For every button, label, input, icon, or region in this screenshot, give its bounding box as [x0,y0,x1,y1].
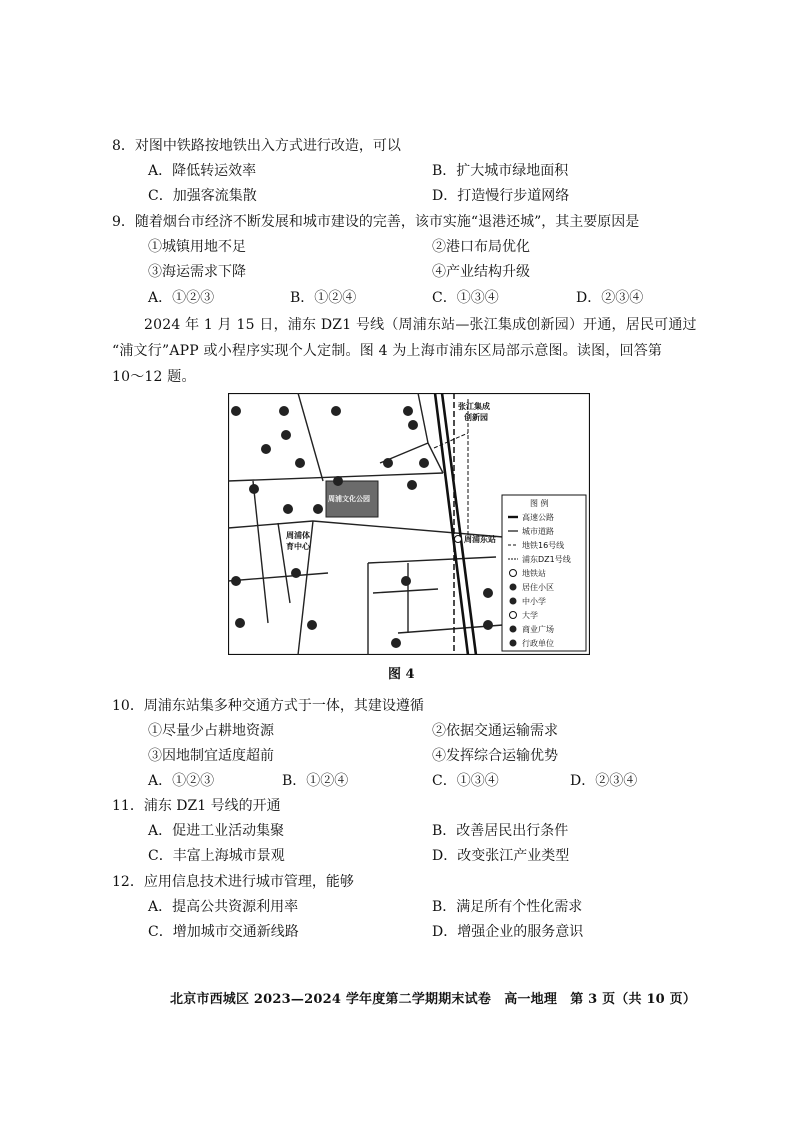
legend-metro-station: 地铁站 [522,569,546,578]
q8-option-c[interactable]: C．加强客流集散 [148,188,257,204]
legend-residential: 居住小区 [522,583,554,592]
q12-option-b[interactable]: B．满足所有个性化需求 [432,899,583,915]
q10-option-a[interactable]: A．①②③ [148,773,215,789]
figure-caption: 图 4 [388,667,415,682]
q12-option-d[interactable]: D．增强企业的服务意识 [432,924,584,940]
q10-option-c[interactable]: C．①③④ [432,773,499,789]
label-zhangjiang-1: 张江集成 [458,402,490,411]
q10-option-d[interactable]: D．②③④ [570,773,638,789]
q9-option-b[interactable]: B．①②④ [290,290,357,306]
legend-metro-16: 地铁16号线 [522,541,565,550]
q11-option-b[interactable]: B．改善居民出行条件 [432,823,569,839]
legend-school: 中小学 [522,597,546,606]
label-sports-1: 周浦体 [286,531,310,540]
legend-dz1: 浦东DZ1号线 [522,555,571,564]
legend-university: 大学 [522,611,538,620]
legend-commercial: 商业广场 [522,625,554,634]
q10-item-2: ②依据交通运输需求 [432,723,558,739]
q12-stem: 12．应用信息技术进行城市管理，能够 [112,874,354,890]
label-sports-2: 育中心 [286,542,310,551]
page-footer: 北京市西城区 2023—2024 学年度第二学期期末试卷 高一地理 第 3 页（共 10 页） [170,992,697,1007]
q11-option-d[interactable]: D．改变张江产业类型 [432,848,570,864]
map-figure [228,393,590,655]
q12-option-c[interactable]: C．增加城市交通新线路 [148,924,299,940]
legend-admin: 行政单位 [522,639,554,648]
q11-option-c[interactable]: C．丰富上海城市景观 [148,848,285,864]
q9-item-2: ②港口布局优化 [432,239,530,255]
intro-line-1: 2024 年 1 月 15 日，浦东 DZ1 号线（周浦东站—张江集成创新园）开通，居民可通过 [144,317,697,333]
q10-option-b[interactable]: B．①②④ [282,773,349,789]
q9-stem: 9．随着烟台市经济不断发展和城市建设的完善，该市实施“退港还城”，其主要原因是 [112,214,640,230]
q8-option-b[interactable]: B．扩大城市绿地面积 [432,163,569,179]
q10-item-3: ③因地制宜适度超前 [148,748,274,764]
q12-option-a[interactable]: A．提高公共资源利用率 [148,899,299,915]
legend [502,495,586,651]
legend-title: 图 例 [530,499,549,508]
q9-option-a[interactable]: A．①②③ [148,290,215,306]
intro-line-2: “浦文行”APP 或小程序实现个人定制。图 4 为上海市浦东区局部示意图。读图，回答第 [112,343,663,359]
legend-highway: 高速公路 [522,513,554,522]
label-culture-park: 周浦文化公园 [328,495,370,503]
zhoupu-east-station-icon [455,536,462,543]
q9-option-c[interactable]: C．①③④ [432,290,499,306]
q8-option-d[interactable]: D．打造慢行步道网络 [432,188,570,204]
q11-option-a[interactable]: A．促进工业活动集聚 [148,823,285,839]
q8-option-a[interactable]: A．降低转运效率 [148,163,257,179]
q9-item-1: ①城镇用地不足 [148,239,246,255]
q11-stem: 11．浦东 DZ1 号线的开通 [112,798,281,814]
legend-city-road: 城市道路 [522,527,554,536]
q9-option-d[interactable]: D．②③④ [576,290,644,306]
intro-line-3: 10～12 题。 [112,369,196,385]
q8-stem: 8．对图中铁路按地铁出入方式进行改造，可以 [112,138,401,154]
q10-item-1: ①尽量少占耕地资源 [148,723,274,739]
q10-stem: 10．周浦东站集多种交通方式于一体，其建设遵循 [112,698,424,714]
q9-item-3: ③海运需求下降 [148,264,246,280]
label-zhangjiang-2: 创新园 [464,413,488,422]
q10-item-4: ④发挥综合运输优势 [432,748,558,764]
label-zhoupu-east: 周浦东站 [464,535,496,544]
q9-item-4: ④产业结构升级 [432,264,530,280]
